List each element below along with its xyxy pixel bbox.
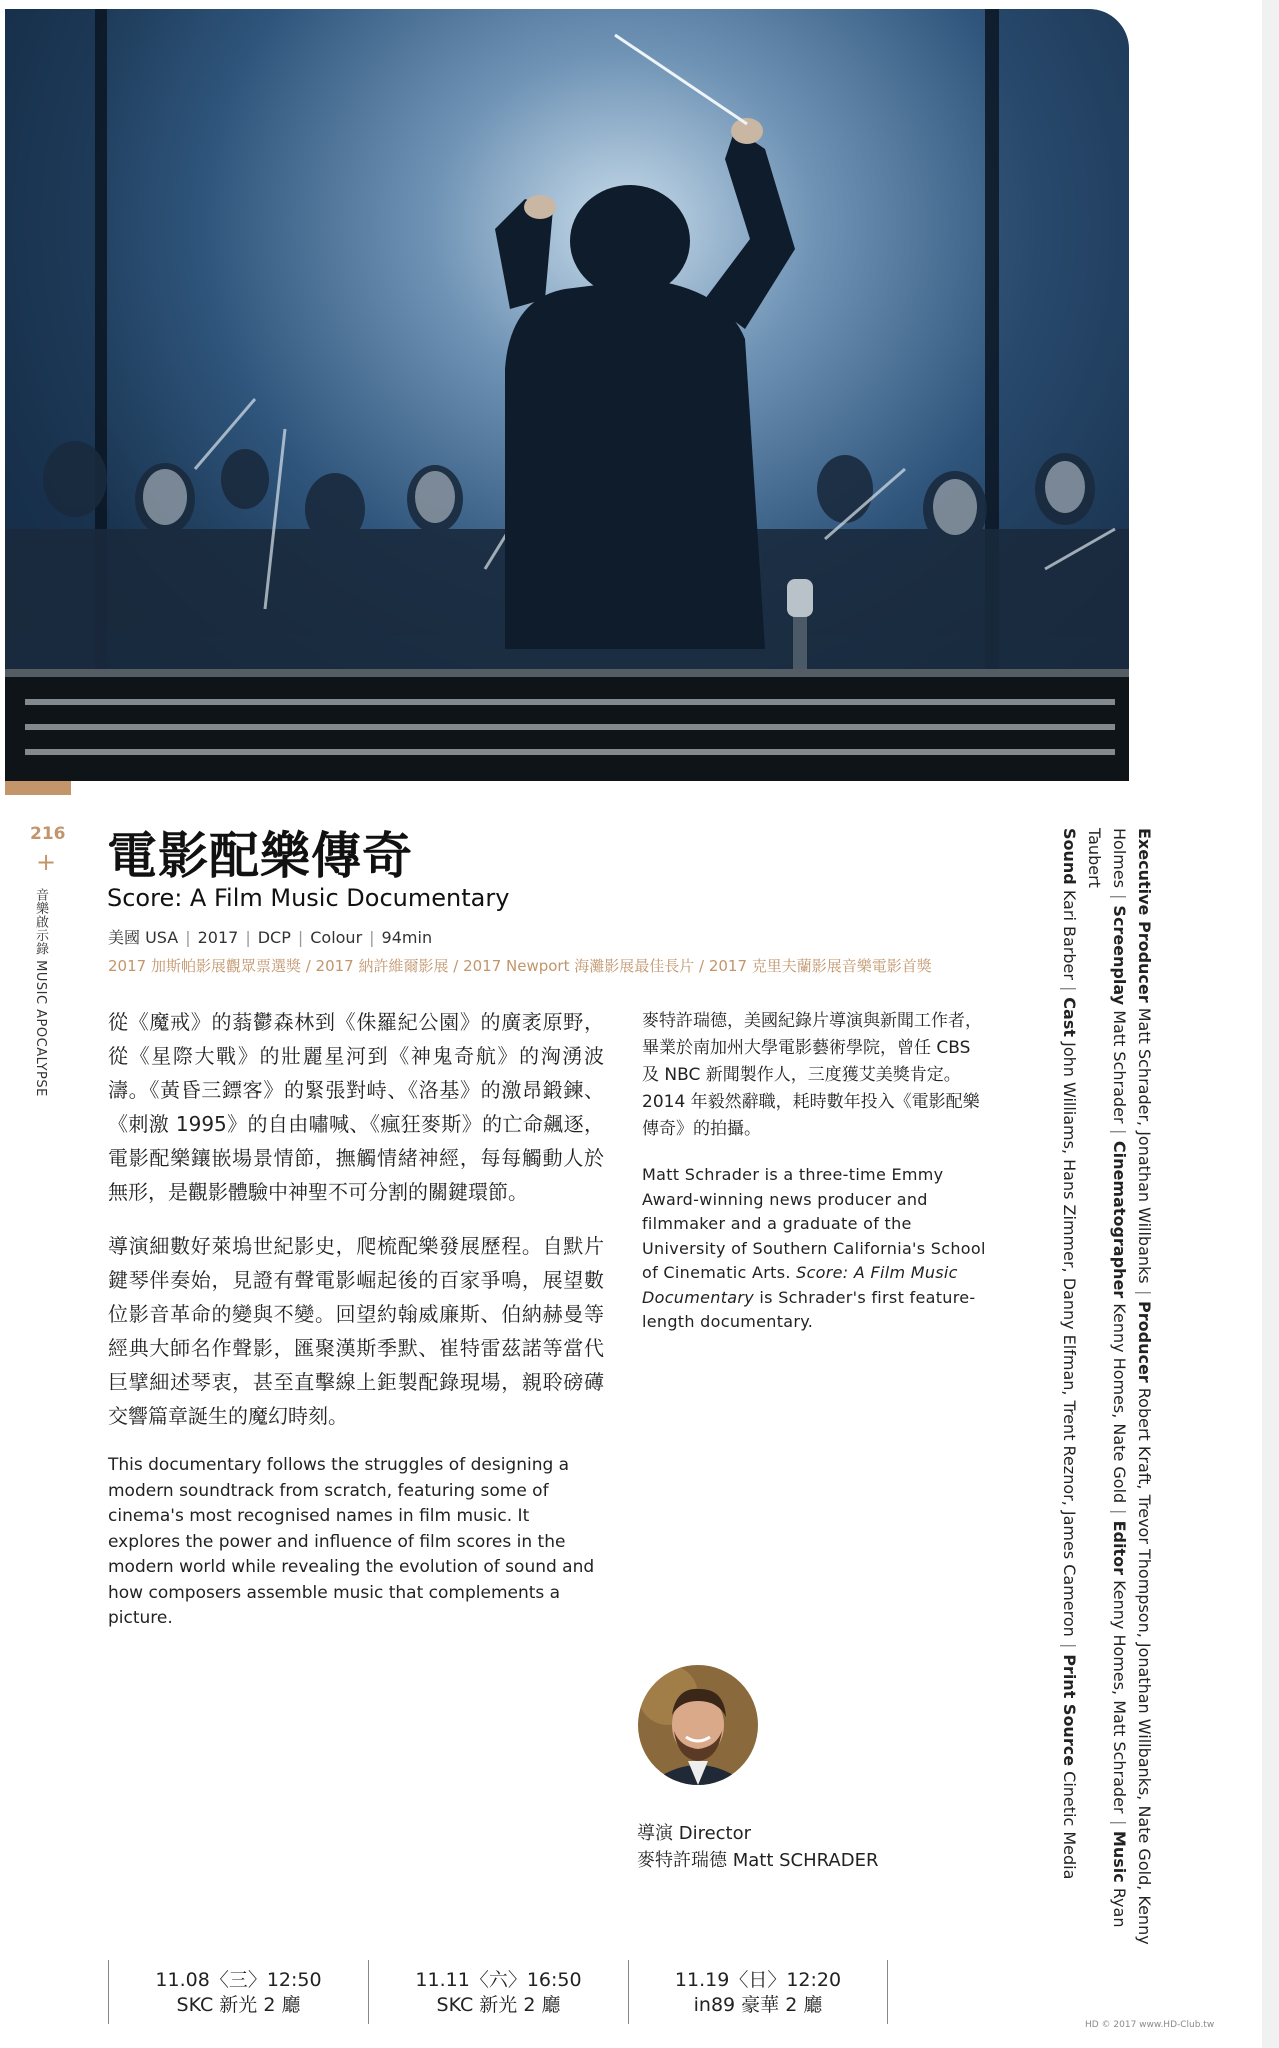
screening-item — [368, 1960, 628, 2024]
meta-runtime: 94min — [381, 928, 433, 947]
screening-venue: in89 豪華 2 廳 — [693, 1994, 823, 2016]
accent-bar — [5, 781, 71, 795]
conductor-orchestra-illustration — [5, 9, 1129, 781]
director-bio-film-title: Score: A Film Music Documentary — [642, 1263, 958, 1307]
credit-role: Cast — [1060, 997, 1079, 1038]
credit-role: Cinematographer — [1110, 1140, 1129, 1299]
director-caption — [637, 1820, 878, 1874]
credit-names: John Williams, Hans Zimmer, Danny Elfman, Trent Reznor, James Cameron — [1060, 1042, 1079, 1637]
page-edge — [1262, 0, 1279, 2048]
page-number: 216 — [30, 824, 66, 844]
credits-block: Executive Producer Matt Schrader, Jonathan Willbanks|Producer Robert Kraft, Trevor Thompson, Jonathan Willbanks, Nate Gold, Kenny Holmes|Screenplay Matt Schrader|Cinematographer Kenny Homes, Nate Gold|Editor Kenny Homes, Matt Schrader|Music Ryan Taubert Sound Kari Barber|Cast John Williams, Hans Zimmer, Danny Elfman, Trent Reznor, James Cameron|Print Source Cinetic Media — [1060, 828, 1154, 1945]
director-bio-en — [642, 1163, 992, 1335]
meta-color: Colour — [310, 928, 363, 947]
credit-names: Kenny Homes, Matt Schrader — [1110, 1580, 1129, 1814]
director-bio-zh: 麥特許瑞德，美國紀錄片導演與新聞工作者，畢業於南加州大學電影藝術學院，曾任 CBS 及 NBC 新聞製作人，三度獲艾美獎肯定。2014 年毅然辭職，耗時數年投入《電影配樂傳奇》的拍攝。 — [642, 1011, 982, 1139]
synopsis-en: This documentary follows the struggles of designing a modern soundtrack from scratch, featuring some of cinema's most recognised names in film music. It explores the power and influence of film scores in the modern world while revealing the evolution of sound and how composers assemble music that complements a picture. — [108, 1455, 595, 1628]
director-name: 麥特許瑞德 Matt SCHRADER — [637, 1850, 879, 1871]
credit-role: Executive Producer — [1135, 828, 1154, 1003]
watermark: HD © 2017 www.HD-Club.tw — [1085, 2020, 1215, 2030]
credit-names: Matt Schrader, Jonathan Willbanks — [1135, 1007, 1154, 1284]
director-photo — [638, 1665, 758, 1785]
credit-role: Producer — [1135, 1301, 1154, 1383]
credit-role: Print Source — [1060, 1654, 1079, 1767]
credit-names: Robert Kraft, Trevor Thompson, Jonathan Willbanks, Nate Gold, Kenny Holmes — [1110, 828, 1154, 1945]
director-bio-column — [642, 1008, 992, 1335]
screening-time: 11.11〈六〉16:50 — [415, 1969, 582, 1991]
credit-names: Kenny Homes, Nate Gold — [1110, 1303, 1129, 1504]
director-portrait-illustration — [638, 1665, 758, 1785]
screening-venue: SKC 新光 2 廳 — [436, 1994, 561, 2016]
section-label-en: MUSIC APOCALYPSE — [33, 960, 48, 1097]
hero-image — [5, 9, 1129, 781]
film-title-en: Score: A Film Music Documentary — [107, 884, 510, 912]
section-label — [31, 888, 50, 1097]
synopsis-zh-1: 從《魔戒》的蓊鬱森林到《侏羅紀公園》的廣袤原野，從《星際大戰》的壯麗星河到《神鬼奇航》的洶湧波濤。《黃昏三鏢客》的緊張對峙、《洛基》的激昂鍛鍊、《刺激 1995》的自由嘯喊、《瘋狂麥斯》的亡命飆逐，電影配樂鑲嵌場景情節，撫觸情緒神經，每每觸動人於無形，是觀影體驗中神聖不可分割的關鍵環節。 — [108, 1010, 604, 1204]
screening-time: 11.08〈三〉12:50 — [155, 1969, 322, 1991]
screening-time: 11.19〈日〉12:20 — [674, 1969, 842, 1991]
synopsis-column — [108, 1005, 604, 1632]
film-meta: 美國 USA | 2017 | DCP | Colour | 94min — [108, 928, 433, 947]
film-title-zh: 電影配樂傳奇 — [107, 827, 413, 885]
synopsis-zh-2: 導演細數好萊塢世紀影史，爬梳配樂發展歷程。自默片鍵琴伴奏始，見證有聲電影崛起後的百家爭鳴，展望數位影音革命的變與不變。回望約翰威廉斯、伯納赫曼等經典大師名作聲影，匯聚漢斯季默、崔特雷茲諾等當代巨擘細述琴衷，甚至直擊線上鉅製配錄現場，親聆磅礡交響篇章誕生的魔幻時刻。 — [108, 1234, 604, 1428]
meta-year: 2017 — [197, 928, 239, 947]
screening-item — [628, 1960, 888, 2024]
credit-names: Ryan Taubert — [1085, 828, 1129, 1928]
director-bio-en-part1: Matt Schrader is a three-time Emmy Award-winning news producer and filmmaker and a graduate of the University of Southern California's School of Cinematic Arts. — [642, 1165, 986, 1282]
credit-role: Sound — [1060, 828, 1079, 885]
section-label-zh: 音樂啟示錄 — [33, 888, 48, 956]
meta-format: DCP — [257, 928, 291, 947]
credit-names: Matt Schrader — [1110, 1010, 1129, 1124]
director-role: 導演 Director — [637, 1823, 752, 1844]
credit-role: Screenplay — [1110, 905, 1129, 1006]
screening-venue: SKC 新光 2 廳 — [176, 1994, 301, 2016]
plus-icon: + — [36, 848, 57, 876]
director-bio-en-part2: is Schrader's first feature-length documentary. — [642, 1287, 976, 1331]
credit-role: Music — [1110, 1830, 1129, 1883]
credit-role: Editor — [1110, 1520, 1129, 1575]
credit-names: Kari Barber — [1060, 889, 1079, 980]
screening-item — [108, 1960, 368, 2024]
credit-names: Cinetic Media — [1060, 1771, 1079, 1880]
meta-country: 美國 USA — [108, 928, 179, 947]
film-awards: 2017 加斯帕影展觀眾票選獎 / 2017 納許維爾影展 / 2017 Newport 海灘影展最佳長片 / 2017 克里夫蘭影展音樂電影首獎 — [108, 957, 932, 975]
